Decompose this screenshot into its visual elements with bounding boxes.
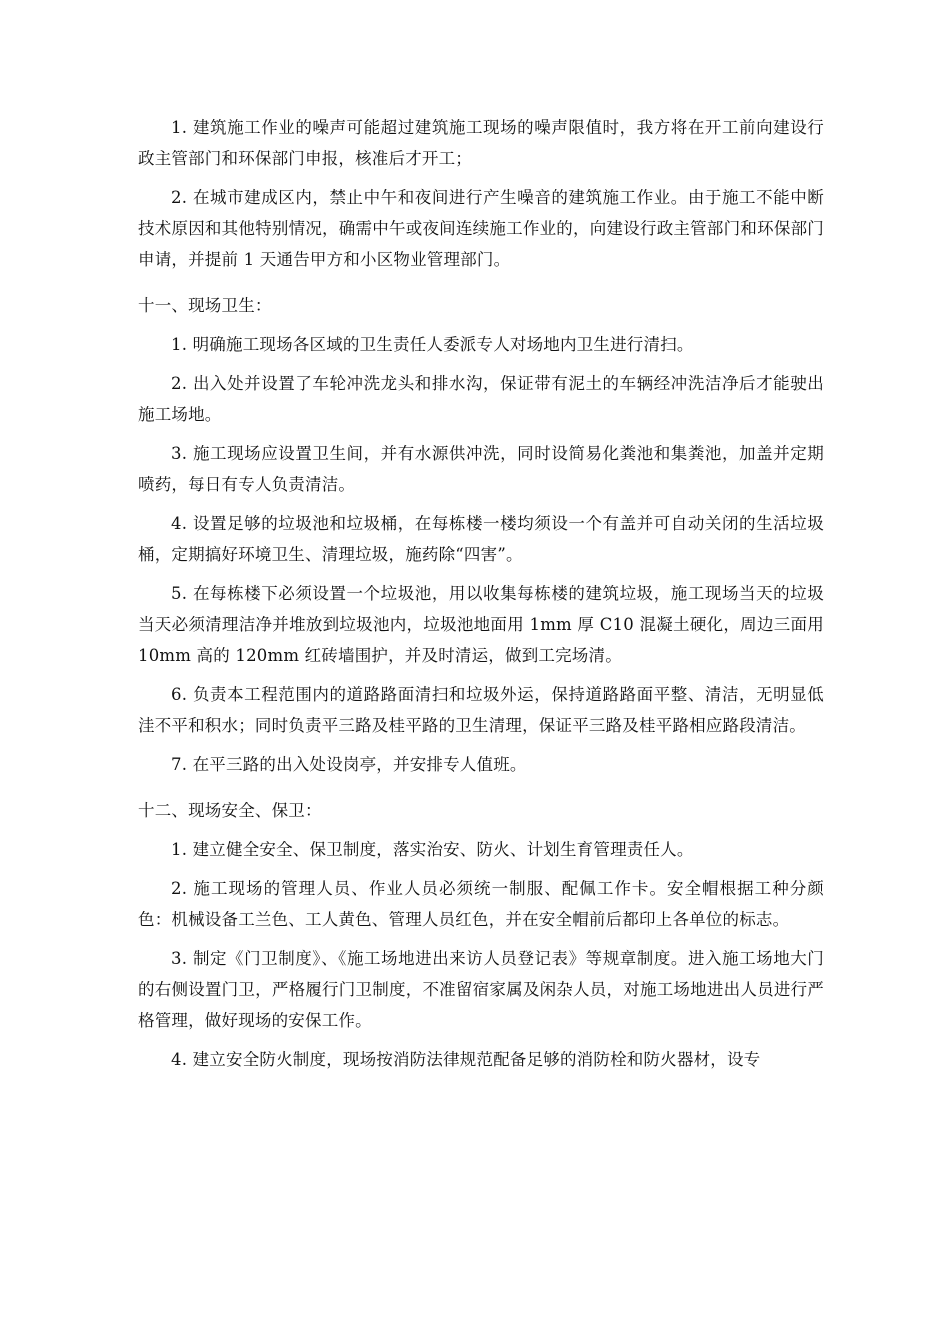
hygiene-item-7: 7. 在平三路的出入处设岗亭，并安排专人值班。	[171, 755, 527, 774]
hygiene-item-2: 2. 出入处并设置了车轮冲洗龙头和排水沟，保证带有泥土的车辆经冲洗洁净后才能驶出施工场地。	[138, 374, 824, 424]
security-item-4: 4. 建立安全防火制度，现场按消防法律规范配备足够的消防栓和防火器材，设专	[171, 1050, 761, 1069]
noise-item-1: 1. 建筑施工作业的噪声可能超过建筑施工现场的噪声限值时，我方将在开工前向建设行政主管部门和环保部门申报，核准后才开工；	[138, 118, 824, 168]
hygiene-item-1: 1. 明确施工现场各区域的卫生责任人委派专人对场地内卫生进行清扫。	[171, 335, 694, 354]
security-item-1: 1. 建立健全安全、保卫制度，落实治安、防火、计划生育管理责任人。	[171, 840, 694, 859]
document-body	[138, 112, 824, 1083]
security-item-3: 3. 制定《门卫制度》、《施工场地进出来访人员登记表》等规章制度。进入施工场地大门的右侧设置门卫，严格履行门卫制度，不准留宿家属及闲杂人员，对施工场地进出人员进行严格管理，做好现场的安保工作。	[138, 949, 824, 1030]
security-item-2: 2. 施工现场的管理人员、作业人员必须统一制服、配佩工作卡。安全帽根据工种分颜色：机械设备工兰色、工人黄色、管理人员红色，并在安全帽前后都印上各单位的标志。	[138, 879, 824, 929]
noise-item-2: 2. 在城市建成区内，禁止中午和夜间进行产生噪音的建筑施工作业。由于施工不能中断技术原因和其他特别情况，确需中午或夜间连续施工作业的，向建设行政主管部门和环保部门申请，并提前 1 天通告甲方和小区物业管理部门。	[138, 188, 824, 269]
section-heading-security: 十二、现场安全、保卫：	[138, 801, 322, 820]
hygiene-item-4: 4. 设置足够的垃圾池和垃圾桶，在每栋楼一楼均须设一个有盖并可自动关闭的生活垃圾桶，定期搞好环境卫生、清理垃圾，施药除“四害”。	[138, 514, 824, 564]
section-heading-hygiene: 十一、现场卫生：	[138, 296, 272, 315]
hygiene-item-6: 6. 负责本工程范围内的道路路面清扫和垃圾外运，保持道路路面平整、清洁，无明显低洼不平和积水；同时负责平三路及桂平路的卫生清理，保证平三路及桂平路相应路段清洁。	[138, 685, 824, 735]
hygiene-item-5: 5. 在每栋楼下必须设置一个垃圾池，用以收集每栋楼的建筑垃圾，施工现场当天的垃圾当天必须清理洁净并堆放到垃圾池内，垃圾池地面用 1mm 厚 C10 混凝土硬化，周边三面用 10mm 高的 120mm 红砖墙围护，并及时清运，做到工完场清。	[138, 584, 824, 665]
hygiene-item-3: 3. 施工现场应设置卫生间，并有水源供冲洗，同时设简易化粪池和集粪池，加盖并定期喷药，每日有专人负责清洁。	[138, 444, 824, 494]
